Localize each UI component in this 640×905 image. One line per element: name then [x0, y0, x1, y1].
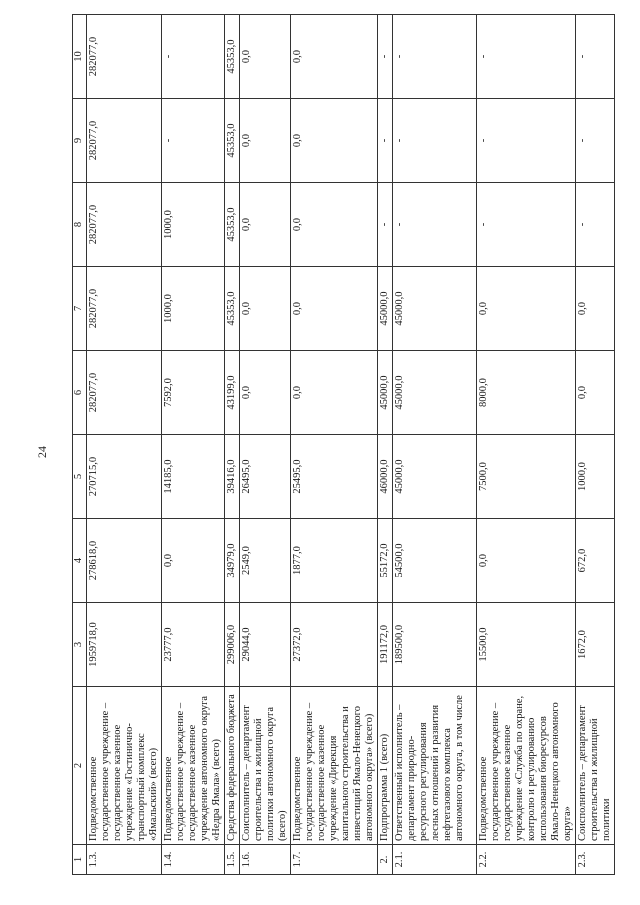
- cell-value: -: [162, 99, 225, 183]
- cell-value: 2549,0: [240, 519, 291, 603]
- cell-value: 45000,0: [393, 435, 477, 519]
- cell-value: 1000,0: [162, 267, 225, 351]
- cell-value: -: [378, 15, 393, 99]
- cell-value: 43199,0: [225, 351, 240, 435]
- cell-value: 45353,0: [225, 99, 240, 183]
- row-number: 1.7.: [291, 845, 378, 875]
- cell-value: 45353,0: [225, 267, 240, 351]
- table-row: [87, 15, 162, 875]
- row-number: 1.5.: [225, 845, 240, 875]
- cell-value: 0,0: [240, 99, 291, 183]
- cell-value: 270715,0: [87, 435, 162, 519]
- column-number: 6: [73, 351, 87, 435]
- column-number: 3: [73, 603, 87, 687]
- row-number: 2.1.: [393, 845, 477, 875]
- cell-value: -: [393, 183, 477, 267]
- cell-value: 45000,0: [393, 351, 477, 435]
- cell-value: 282077,0: [87, 183, 162, 267]
- cell-value: 34979,0: [225, 519, 240, 603]
- column-number: 10: [73, 15, 87, 99]
- table-row: [225, 15, 240, 875]
- row-name: Ответственный исполнитель – департамент природно-ресурсного регулирования лесных отношений и развития нефтегазового комплекса автономного округа, в том числе: [393, 687, 477, 845]
- cell-value: -: [576, 15, 615, 99]
- cell-value: 189500,0: [393, 603, 477, 687]
- cell-value: 0,0: [291, 183, 378, 267]
- table-row: [477, 15, 576, 875]
- cell-value: 0,0: [240, 267, 291, 351]
- column-number: 2: [73, 687, 87, 845]
- cell-value: 1672,0: [576, 603, 615, 687]
- cell-value: -: [576, 99, 615, 183]
- row-number: 2.3.: [576, 845, 615, 875]
- cell-value: 7500,0: [477, 435, 576, 519]
- cell-value: 45000,0: [393, 267, 477, 351]
- cell-value: 25495,0: [291, 435, 378, 519]
- cell-value: 29044,0: [240, 603, 291, 687]
- cell-value: 672,0: [576, 519, 615, 603]
- cell-value: 282077,0: [87, 351, 162, 435]
- cell-value: -: [477, 99, 576, 183]
- budget-table: [72, 14, 615, 875]
- row-number: 1.3.: [87, 845, 162, 875]
- cell-value: 1959718,0: [87, 603, 162, 687]
- cell-value: 1877,0: [291, 519, 378, 603]
- cell-value: 282077,0: [87, 99, 162, 183]
- cell-value: 282077,0: [87, 15, 162, 99]
- row-name: Соисполнитель – департамент строительства и жилищной политики: [576, 687, 615, 845]
- page-number: 24: [35, 446, 49, 458]
- cell-value: 45353,0: [225, 183, 240, 267]
- table-row: [291, 15, 378, 875]
- column-number: 4: [73, 519, 87, 603]
- table-row: [393, 15, 477, 875]
- cell-value: 0,0: [291, 15, 378, 99]
- cell-value: 0,0: [291, 351, 378, 435]
- row-number: 1.6.: [240, 845, 291, 875]
- row-name: Подпрограмма 1 (всего): [378, 687, 393, 845]
- row-name: Подведомственное государственное учреждение – государственное казенное учреждение «Дирекция капитального строительства и инвестиций Ямало-Ненецкого автономного округа» (всего): [291, 687, 378, 845]
- cell-value: 0,0: [576, 267, 615, 351]
- row-name: Подведомственное государственное учреждение – государственное казенное учреждение «Гостинично-транспортный комплекс «Ямальский» (всего): [87, 687, 162, 845]
- rotated-table-container: [72, 15, 632, 875]
- column-number: 7: [73, 267, 87, 351]
- cell-value: 7592,0: [162, 351, 225, 435]
- column-number: 1: [73, 845, 87, 875]
- cell-value: 26495,0: [240, 435, 291, 519]
- cell-value: 0,0: [240, 183, 291, 267]
- cell-value: 46000,0: [378, 435, 393, 519]
- row-number: 2.2.: [477, 845, 576, 875]
- cell-value: 54500,0: [393, 519, 477, 603]
- column-number: 5: [73, 435, 87, 519]
- cell-value: -: [477, 15, 576, 99]
- cell-value: 45353,0: [225, 15, 240, 99]
- cell-value: 0,0: [576, 351, 615, 435]
- table-row: [162, 15, 225, 875]
- cell-value: 39416,0: [225, 435, 240, 519]
- cell-value: 0,0: [162, 519, 225, 603]
- table-row: [240, 15, 291, 875]
- cell-value: 1000,0: [576, 435, 615, 519]
- cell-value: 191172,0: [378, 603, 393, 687]
- cell-value: -: [378, 99, 393, 183]
- table-row: [576, 15, 615, 875]
- cell-value: 0,0: [291, 99, 378, 183]
- cell-value: 282077,0: [87, 267, 162, 351]
- cell-value: -: [162, 15, 225, 99]
- cell-value: -: [393, 99, 477, 183]
- row-name: Средства федерального бюджета: [225, 687, 240, 845]
- cell-value: -: [378, 183, 393, 267]
- cell-value: 0,0: [240, 15, 291, 99]
- cell-value: 55172,0: [378, 519, 393, 603]
- column-number: 8: [73, 183, 87, 267]
- cell-value: 15500,0: [477, 603, 576, 687]
- cell-value: 278618,0: [87, 519, 162, 603]
- cell-value: 23777,0: [162, 603, 225, 687]
- cell-value: 45000,0: [378, 267, 393, 351]
- row-name: Соисполнитель – департамент строительства и жилищной политики автономного округа (всего): [240, 687, 291, 845]
- row-number: 1.4.: [162, 845, 225, 875]
- cell-value: -: [576, 183, 615, 267]
- cell-value: 8000,0: [477, 351, 576, 435]
- cell-value: 1000,0: [162, 183, 225, 267]
- cell-value: -: [393, 15, 477, 99]
- cell-value: 299006,0: [225, 603, 240, 687]
- cell-value: 45000,0: [378, 351, 393, 435]
- cell-value: 27372,0: [291, 603, 378, 687]
- cell-value: 0,0: [477, 267, 576, 351]
- row-number: 2.: [378, 845, 393, 875]
- table-row: [378, 15, 393, 875]
- column-number-row: [73, 15, 87, 875]
- column-number: 9: [73, 99, 87, 183]
- cell-value: 0,0: [477, 519, 576, 603]
- cell-value: 14185,0: [162, 435, 225, 519]
- cell-value: -: [477, 183, 576, 267]
- cell-value: 0,0: [291, 267, 378, 351]
- cell-value: 0,0: [240, 351, 291, 435]
- row-name: Подведомственное государственное учреждение – государственное казенное учреждение автономного округа «Недра Ямала» (всего): [162, 687, 225, 845]
- row-name: Подведомственное государственное учреждение – государственное казенное учреждение «Служба по охране, контролю и регулированию использования биоресурсов Ямало-Ненецкого автономного округа»: [477, 687, 576, 845]
